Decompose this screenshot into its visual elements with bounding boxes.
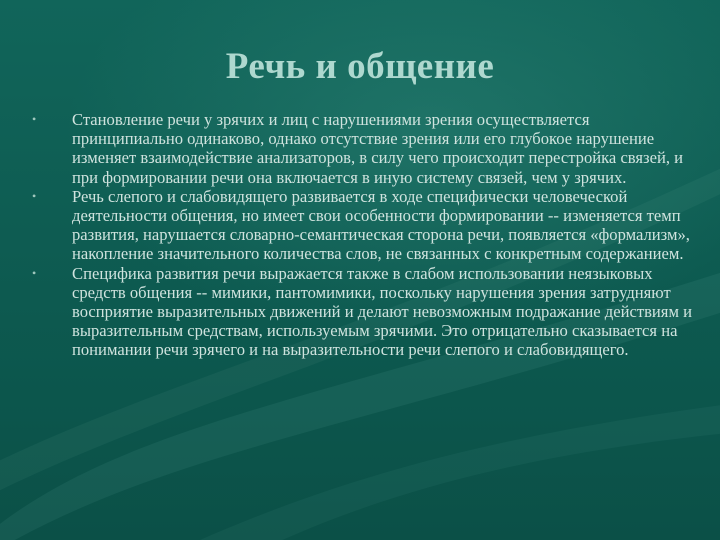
bullet-item bbox=[32, 110, 692, 187]
bullet-icon: • bbox=[32, 188, 37, 203]
bullet-item bbox=[32, 187, 692, 264]
bullet-icon: • bbox=[32, 265, 37, 280]
bullet-text: Специфика развития речи выражается также в слабом использовании неязыковых средств общения -- мимики, пантомимики, поскольку нарушения зрения затрудняют восприятие выразительных движений и делают невозможным подражание действиям и выразительным средствам, используемым зрячими. Это отрицательно сказывается на понимании речи зрячего и на выразительности речи слепого и слабовидящего. bbox=[72, 263, 692, 360]
bullet-item bbox=[32, 264, 692, 360]
bullet-icon: • bbox=[32, 112, 37, 126]
bullet-list bbox=[32, 110, 692, 360]
bullet-text: Речь слепого и слабовидящего развивается в ходе специфически человеческой деятельности общения, но имеет свои особенности формировании -- изменяется темп развития, нарушается словарно-семантическая сторона речи, появляется «формализм», накопление значительного количества слов, не связанных с конкретным содержанием. bbox=[72, 186, 690, 264]
bullet-text: Становление речи у зрячих и лиц с нарушениями зрения осуществляется принципиально одинаково, однако отсутствие зрения или его глубокое нарушение изменяет взаимодействие анализаторов, в силу чего происходит перестройка связей, и при формировании речи она включается в иную систему связей, чем у зрячих. bbox=[72, 110, 684, 187]
slide-title: Речь и общение bbox=[225, 46, 495, 87]
